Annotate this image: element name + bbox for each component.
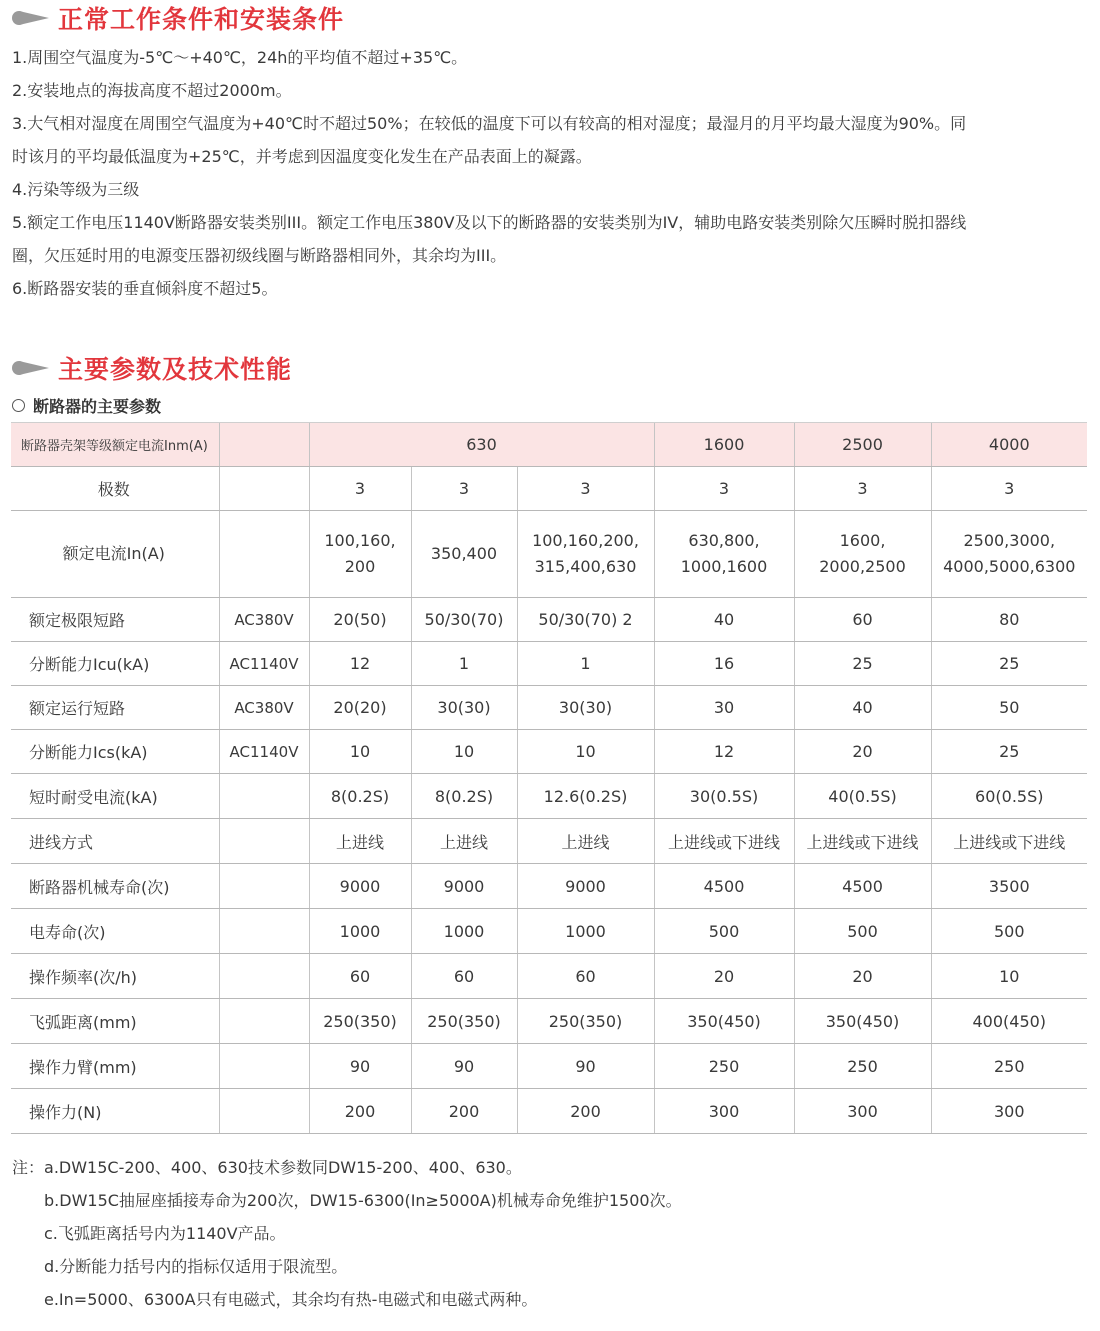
cell — [309, 511, 411, 598]
table-row-ics-1140 — [11, 730, 1087, 774]
row-label: 极数 — [11, 467, 219, 511]
cell-line: 100,160,200, — [532, 531, 639, 550]
table-row — [11, 909, 1087, 954]
row-label: 额定电流In(A) — [11, 511, 219, 598]
cell: 10 — [931, 954, 1087, 999]
cell-line: 630,800, — [688, 531, 760, 550]
note-item: b.DW15C抽屉座插接寿命为200次，DW15-6300(In≥5000A)机械寿命免维护1500次。 — [44, 1191, 682, 1210]
cell: 3 — [931, 467, 1087, 511]
row-label: 操作力(N) — [11, 1089, 219, 1134]
empty-cell — [219, 909, 309, 954]
cell: 16 — [654, 642, 794, 686]
cell: 9000 — [517, 864, 654, 909]
notes-prefix: 注： — [12, 1158, 45, 1177]
cell: 40(0.5S) — [794, 774, 931, 819]
cell: 25 — [794, 642, 931, 686]
header-empty-cell — [219, 423, 309, 467]
section-heading-parameters — [12, 350, 292, 386]
cell: 40 — [654, 598, 794, 642]
cell: 1 — [411, 642, 517, 686]
cell: 350(450) — [794, 999, 931, 1044]
cell: 20 — [654, 954, 794, 999]
empty-cell — [219, 1044, 309, 1089]
cell: 10 — [517, 730, 654, 774]
voltage-cell: AC1140V — [219, 730, 309, 774]
cell: 9000 — [309, 864, 411, 909]
empty-cell — [219, 774, 309, 819]
empty-cell — [219, 467, 309, 511]
cell: 4500 — [654, 864, 794, 909]
cell: 4500 — [794, 864, 931, 909]
cell: 90 — [517, 1044, 654, 1089]
conditions-text — [12, 41, 1092, 305]
cell — [517, 511, 654, 598]
table-row-rated-current — [11, 511, 1087, 598]
cell: 1 — [517, 642, 654, 686]
cell: 60 — [309, 954, 411, 999]
cell: 200 — [309, 1089, 411, 1134]
table-row — [11, 999, 1087, 1044]
cell: 上进线 — [309, 819, 411, 864]
cell: 20 — [794, 954, 931, 999]
cell: 400(450) — [931, 999, 1087, 1044]
cell: 20 — [794, 730, 931, 774]
cell: 200 — [517, 1089, 654, 1134]
row-label: 分断能力Icu(kA) — [11, 642, 219, 686]
cell: 25 — [931, 642, 1087, 686]
conditions-line: 5.额定工作电压1140V断路器安装类别III。额定工作电压380V及以下的断路器的安装类别为IV，辅助电路安装类别除欠压瞬时脱扣器线 — [12, 213, 967, 232]
cell: 上进线或下进线 — [931, 819, 1087, 864]
cell: 60(0.5S) — [931, 774, 1087, 819]
cell: 3 — [517, 467, 654, 511]
circle-icon — [12, 399, 25, 412]
cell: 250(350) — [411, 999, 517, 1044]
cell: 上进线 — [517, 819, 654, 864]
header-frame-1600: 1600 — [654, 423, 794, 467]
cell: 500 — [654, 909, 794, 954]
cell: 8(0.2S) — [411, 774, 517, 819]
cell: 50/30(70) 2 — [517, 598, 654, 642]
section-title: 主要参数及技术性能 — [58, 355, 293, 384]
section-title: 正常工作条件和安装条件 — [58, 5, 345, 34]
cell: 50 — [931, 686, 1087, 730]
cell: 500 — [931, 909, 1087, 954]
note-item: e.In=5000、6300A只有电磁式，其余均有热-电磁式和电磁式两种。 — [44, 1290, 538, 1309]
table-row-poles — [11, 467, 1087, 511]
arrow-bullet-icon — [12, 10, 50, 26]
note-item: c.飞弧距离括号内为1140V产品。 — [44, 1224, 286, 1243]
table-row — [11, 954, 1087, 999]
table-row-ics-380 — [11, 686, 1087, 730]
cell: 20(50) — [309, 598, 411, 642]
cell: 上进线或下进线 — [794, 819, 931, 864]
empty-cell — [219, 954, 309, 999]
cell: 1000 — [309, 909, 411, 954]
note-item: a.DW15C-200、400、630技术参数同DW15-200、400、630。 — [44, 1158, 522, 1177]
table-row — [11, 1044, 1087, 1089]
table-header-row — [11, 423, 1087, 467]
cell: 3 — [309, 467, 411, 511]
table-row-icu-1140 — [11, 642, 1087, 686]
cell: 12 — [309, 642, 411, 686]
cell — [794, 511, 931, 598]
cell: 上进线 — [411, 819, 517, 864]
row-label: 进线方式 — [11, 819, 219, 864]
cell-line: 100,160, — [324, 531, 396, 550]
row-label: 电寿命(次) — [11, 909, 219, 954]
empty-cell — [219, 999, 309, 1044]
cell: 3 — [794, 467, 931, 511]
cell: 30(30) — [517, 686, 654, 730]
cell: 300 — [794, 1089, 931, 1134]
row-label: 分断能力Ics(kA) — [11, 730, 219, 774]
cell: 3500 — [931, 864, 1087, 909]
conditions-line: 4.污染等级为三级 — [12, 180, 140, 199]
cell-line: 200 — [344, 557, 376, 576]
cell: 250(350) — [309, 999, 411, 1044]
cell: 300 — [654, 1089, 794, 1134]
cell: 上进线或下进线 — [654, 819, 794, 864]
row-label: 飞弧距离(mm) — [11, 999, 219, 1044]
cell: 60 — [794, 598, 931, 642]
note-line — [12, 1151, 682, 1184]
sub-heading-label: 断路器的主要参数 — [33, 397, 162, 416]
conditions-line: 6.断路器安装的垂直倾斜度不超过5。 — [12, 279, 278, 298]
cell — [931, 511, 1087, 598]
cell: 90 — [411, 1044, 517, 1089]
cell: 1000 — [411, 909, 517, 954]
cell — [411, 511, 517, 598]
cell: 12.6(0.2S) — [517, 774, 654, 819]
voltage-cell: AC380V — [219, 598, 309, 642]
note-item: d.分断能力括号内的指标仅适用于限流型。 — [44, 1257, 348, 1276]
empty-cell — [219, 819, 309, 864]
cell: 9000 — [411, 864, 517, 909]
conditions-line: 3.大气相对湿度在周围空气温度为+40℃时不超过50%；在较低的温度下可以有较高的相对湿度；最湿月的月平均最大湿度为90%。同 — [12, 114, 967, 133]
cell: 90 — [309, 1044, 411, 1089]
cell-line: 350,400 — [430, 544, 498, 563]
cell: 60 — [411, 954, 517, 999]
cell-line: 2000,2500 — [819, 557, 906, 576]
voltage-cell: AC1140V — [219, 642, 309, 686]
cell: 80 — [931, 598, 1087, 642]
cell: 250 — [931, 1044, 1087, 1089]
cell: 250 — [794, 1044, 931, 1089]
header-frame-630: 630 — [309, 423, 654, 467]
row-label: 操作频率(次/h) — [11, 954, 219, 999]
cell: 250 — [654, 1044, 794, 1089]
conditions-line: 1.周围空气温度为-5℃～+40℃，24h的平均值不超过+35℃。 — [12, 48, 468, 67]
cell: 10 — [411, 730, 517, 774]
cell: 50/30(70) — [411, 598, 517, 642]
cell-line: 4000,5000,6300 — [943, 557, 1076, 576]
cell: 250(350) — [517, 999, 654, 1044]
row-label: 操作力臂(mm) — [11, 1044, 219, 1089]
cell — [654, 511, 794, 598]
header-label: 断路器壳架等级额定电流Inm(A) — [11, 423, 219, 467]
cell: 350(450) — [654, 999, 794, 1044]
table-row — [11, 864, 1087, 909]
empty-cell — [219, 1089, 309, 1134]
cell: 12 — [654, 730, 794, 774]
conditions-line: 2.安装地点的海拔高度不超过2000m。 — [12, 81, 292, 100]
parameters-table — [11, 422, 1087, 1134]
table-row — [11, 1089, 1087, 1134]
header-frame-2500: 2500 — [794, 423, 931, 467]
conditions-line: 时该月的平均最低温度为+25℃，并考虑到因温度变化发生在产品表面上的凝露。 — [12, 147, 592, 166]
cell-line: 315,400,630 — [534, 557, 637, 576]
voltage-cell: AC380V — [219, 686, 309, 730]
row-label: 额定极限短路 — [11, 598, 219, 642]
cell: 1000 — [517, 909, 654, 954]
cell: 3 — [654, 467, 794, 511]
cell: 25 — [931, 730, 1087, 774]
cell-line: 1000,1600 — [680, 557, 768, 576]
cell: 200 — [411, 1089, 517, 1134]
notes — [12, 1151, 682, 1316]
table-row-icu-380 — [11, 598, 1087, 642]
row-label: 额定运行短路 — [11, 686, 219, 730]
conditions-line: 圈，欠压延时用的电源变压器初级线圈与断路器相同外，其余均为III。 — [12, 246, 507, 265]
cell: 30(0.5S) — [654, 774, 794, 819]
cell: 3 — [411, 467, 517, 511]
section-heading-conditions — [12, 0, 344, 36]
header-frame-4000: 4000 — [931, 423, 1087, 467]
cell: 60 — [517, 954, 654, 999]
table-row — [11, 774, 1087, 819]
cell: 30(30) — [411, 686, 517, 730]
cell: 30 — [654, 686, 794, 730]
empty-cell — [219, 511, 309, 598]
cell: 10 — [309, 730, 411, 774]
empty-cell — [219, 864, 309, 909]
cell: 20(20) — [309, 686, 411, 730]
arrow-bullet-icon — [12, 360, 50, 376]
cell: 300 — [931, 1089, 1087, 1134]
cell-line: 1600, — [839, 531, 886, 550]
cell: 40 — [794, 686, 931, 730]
cell-line: 2500,3000, — [963, 531, 1056, 550]
table-row — [11, 819, 1087, 864]
row-label: 断路器机械寿命(次) — [11, 864, 219, 909]
row-label: 短时耐受电流(kA) — [11, 774, 219, 819]
sub-heading — [12, 394, 161, 417]
cell: 8(0.2S) — [309, 774, 411, 819]
cell: 500 — [794, 909, 931, 954]
